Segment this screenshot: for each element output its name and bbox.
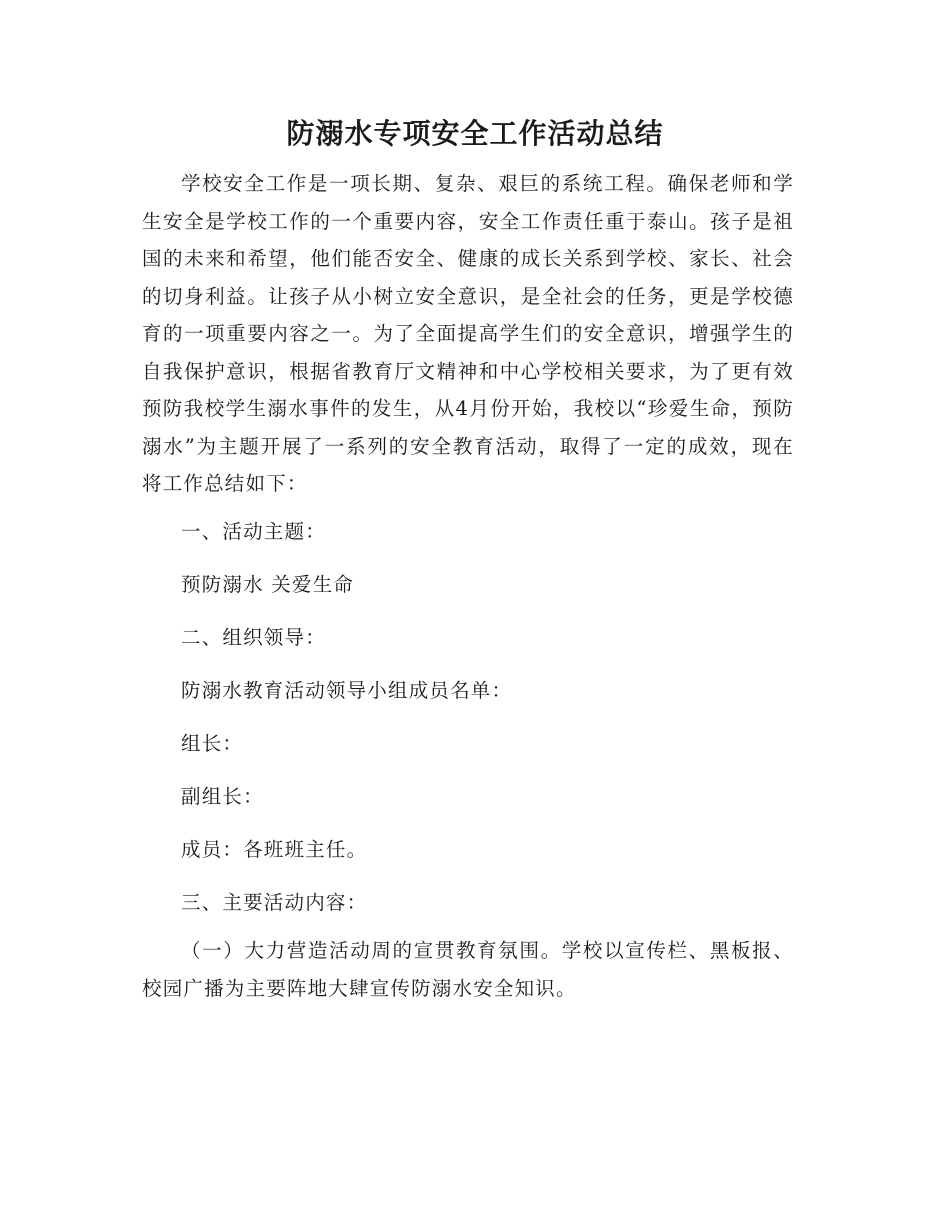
section1-theme: 预防溺水 关爱生命 [181, 573, 354, 596]
activity-paragraph-block [142, 932, 794, 1007]
activity1-paragraph: （一）大力营造活动周的宣贯教育氛围。学校以宣传栏、黑板报、校园广播为主要阵地大肆宣传防溺水安全知识。 [142, 939, 794, 1000]
sections-block [142, 513, 794, 937]
document-title: 防溺水专项安全工作活动总结 [286, 117, 664, 150]
section1-heading: 一、活动主题： [181, 520, 326, 543]
section3-heading: 三、主要活动内容： [181, 891, 368, 914]
section2-heading: 二、组织领导： [181, 626, 326, 649]
members-label: 成员：各班班主任。 [181, 838, 368, 861]
section2-list-title: 防溺水教育活动领导小组成员名单： [181, 679, 513, 702]
leader-label: 组长： [181, 732, 244, 755]
intro-paragraph: 学校安全工作是一项长期、复杂、艰巨的系统工程。确保老师和学生安全是学校工作的一个重要内容，安全工作责任重于泰山。孩子是祖国的未来和希望，他们能否安全、健康的成长关系到学校、家长、社会的切身利益。让孩子从小树立安全意识，是全社会的任务，更是学校德育的一项重要内容之一。为了全面提高学生们的安全意识，增强学生的自我保护意识，根据省教育厅文精神和中心学校相关要求，为了更有效预防我校学生溺水事件的发生，从4月份开始，我校以“珍爱生命，预防溺水”为主题开展了一系列的安全教育活动，取得了一定的成效，现在将工作总结如下： [142, 172, 794, 495]
intro-paragraph-block [142, 165, 794, 503]
deputy-label: 副组长： [181, 785, 264, 808]
